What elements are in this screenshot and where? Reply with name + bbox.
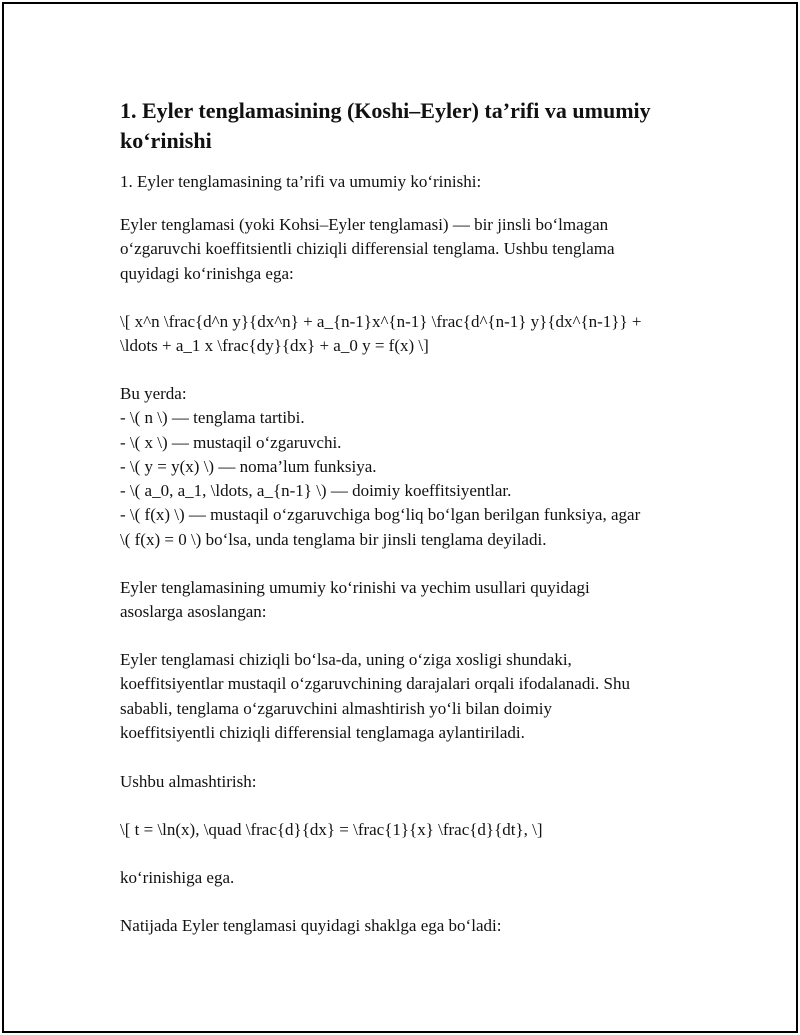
text-line: Bu yerda: [120,384,187,403]
text-line: Eyler tenglamasi chiziqli bo‘lsa-da, uning o‘ziga xosligi shundaki, [120,650,572,669]
text-line: - \( f(x) \) — mustaqil o‘zgaruvchiga bog‘liq bo‘lgan berilgan funksiya, agar [120,505,641,525]
text-line: - \( n \) — tenglama tartibi. [120,408,305,428]
text-line: - \( y = y(x) \) — noma’lum funksiya. [120,456,377,476]
text-line: o‘zgaruvchi koeffitsientli chiziqli differensial tenglama. Ushbu tenglama [120,239,615,259]
text-line: quyidagi ko‘rinishga ega: [120,263,294,283]
section-title-line: 1. Eyler tenglamasining (Koshi–Eyler) ta’rifi va umumiy [120,98,651,123]
text-line: Ushbu almashtirish: [120,772,257,791]
text-line: \[ x^n \frac{d^n y}{dx^n} + a_{n-1}x^{n-1} \frac{d^{n-1} y}{dx^{n-1}} + [120,312,642,331]
page-frame [2,2,798,1033]
paragraph-definition [120,213,615,286]
paragraph-formula-substitution [120,818,543,842]
paragraph-intro-heading [120,170,481,194]
text-line: koeffitsiyentli chiziqli differensial tenglamaga aylantiriladi. [120,722,525,742]
text-line: koeffitsiyentlar mustaqil o‘zgaruvchining darajalari orqali ifodalanadi. Shu [120,674,630,694]
text-line: - \( x \) — mustaqil o‘zgaruvchi. [120,432,342,452]
paragraph-substitution-outro [120,866,234,890]
paragraph-notation-list [120,382,640,552]
text-line: \[ t = \ln(x), \quad \frac{d}{dx} = \frac{1}{x} \frac{d}{dt}, \] [120,820,543,839]
paragraph-result-intro [120,914,501,938]
text-line: Eyler tenglamasining umumiy ko‘rinishi va yechim usullari quyidagi [120,578,590,597]
text-line: \ldots + a_1 x \frac{dy}{dx} + a_0 y = f(x) \] [120,336,429,356]
text-line: asoslarga asoslangan: [120,602,267,622]
text-line: 1. Eyler tenglamasining ta’rifi va umumiy ko‘rinishi: [120,172,482,191]
paragraph-general-form [120,576,590,625]
text-line: - \( a_0, a_1, \ldots, a_{n-1} \) — doimiy koeffitsiyentlar. [120,481,512,501]
text-line: sababli, tenglama o‘zgaruvchini almashtirish yo‘li bilan doimiy [120,698,552,718]
document-body [120,96,700,935]
paragraph-substitution-intro [120,770,256,794]
text-line: ko‘rinishiga ega. [120,868,235,887]
section-title-line: ko‘rinishi [120,128,212,153]
text-line: \( f(x) = 0 \) bo‘lsa, unda tenglama bir jinsli tenglama deyiladi. [120,529,547,549]
text-line: Natijada Eyler tenglamasi quyidagi shaklga ega bo‘ladi: [120,916,502,935]
paragraph-formula-general [120,310,641,359]
section-title [120,96,700,156]
text-line: Eyler tenglamasi (yoki Kohsi–Eyler tenglamasi) — bir jinsli bo‘lmagan [120,215,609,234]
paragraph-linearity [120,648,630,745]
